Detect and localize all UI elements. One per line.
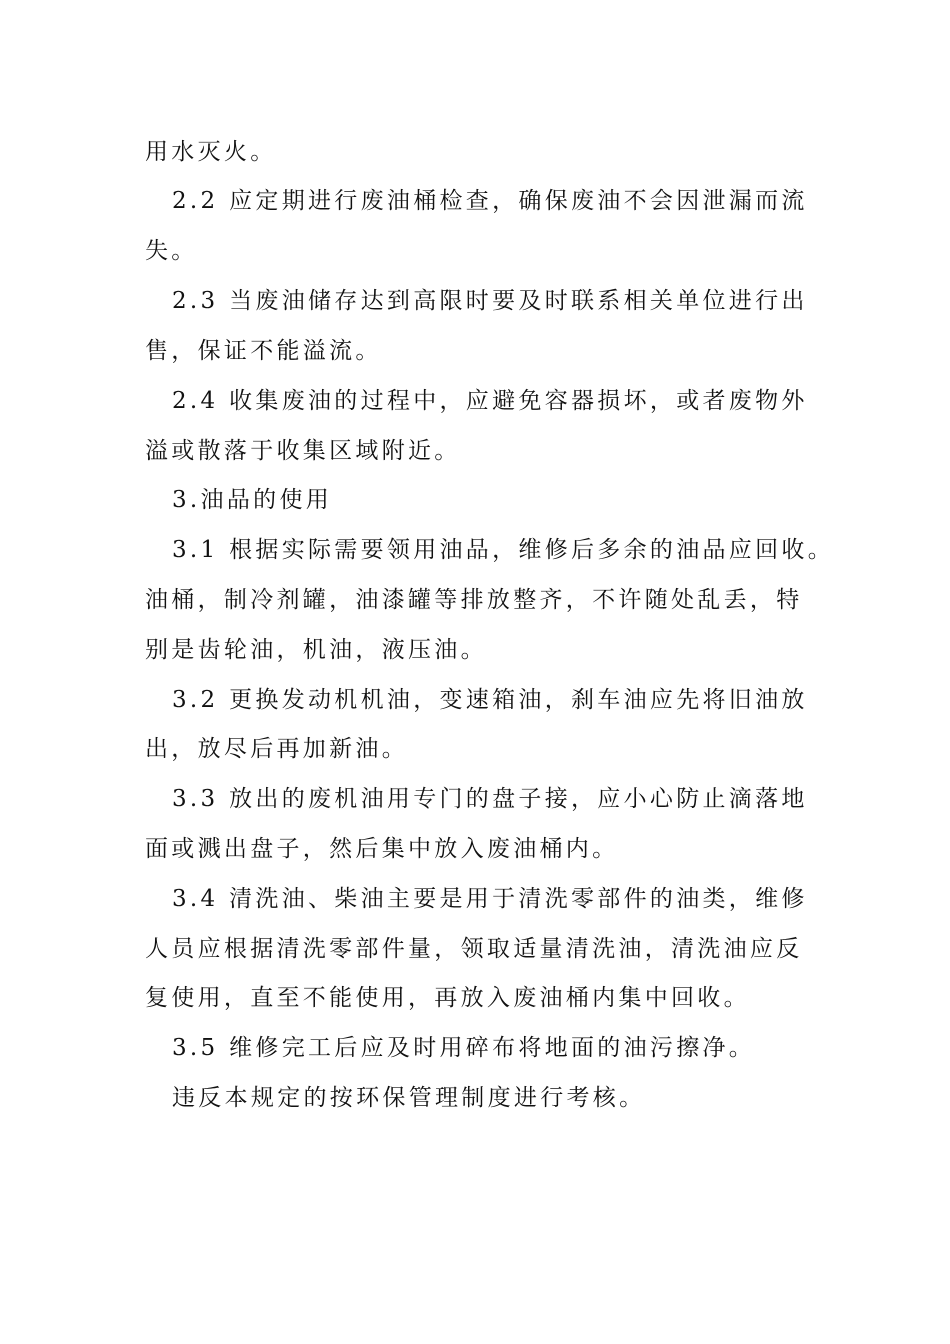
- text-line: 3.2 更换发动机机油，变速箱油，刹车油应先将旧油放: [172, 687, 808, 713]
- text-line: 3.4 清洗油、柴油主要是用于清洗零部件的油类，维修: [172, 886, 808, 912]
- text-line: 失。: [145, 238, 198, 264]
- text-line: 人员应根据清洗零部件量，领取适量清洗油，清洗油应反: [145, 936, 803, 962]
- text-line: 2.4 收集废油的过程中，应避免容器损坏，或者废物外: [172, 388, 808, 414]
- text-line: 溢或散落于收集区域附近。: [145, 438, 461, 464]
- text-line: 油桶，制冷剂罐，油漆罐等排放整齐，不许随处乱丢，特: [145, 587, 803, 613]
- text-line: 别是齿轮油，机油，液压油。: [145, 637, 487, 663]
- text-line: 用水灭火。: [145, 139, 277, 165]
- text-line: 3.5 维修完工后应及时用碎布将地面的油污擦净。: [172, 1035, 756, 1061]
- text-line: 出，放尽后再加新油。: [145, 736, 408, 762]
- text-line: 面或溅出盘子，然后集中放入废油桶内。: [145, 836, 619, 862]
- section-heading: 3.油品的使用: [172, 487, 333, 513]
- text-line: 违反本规定的按环保管理制度进行考核。: [172, 1085, 646, 1111]
- text-line: 2.3 当废油储存达到高限时要及时联系相关单位进行出: [172, 288, 808, 314]
- text-line: 复使用，直至不能使用，再放入废油桶内集中回收。: [145, 985, 750, 1011]
- text-line: 2.2 应定期进行废油桶检查，确保废油不会因泄漏而流: [172, 188, 808, 214]
- text-line: 3.1 根据实际需要领用油品，维修后多余的油品应回收。: [172, 537, 834, 563]
- text-line: 3.3 放出的废机油用专门的盘子接，应小心防止滴落地: [172, 786, 808, 812]
- text-line: 售，保证不能溢流。: [145, 338, 382, 364]
